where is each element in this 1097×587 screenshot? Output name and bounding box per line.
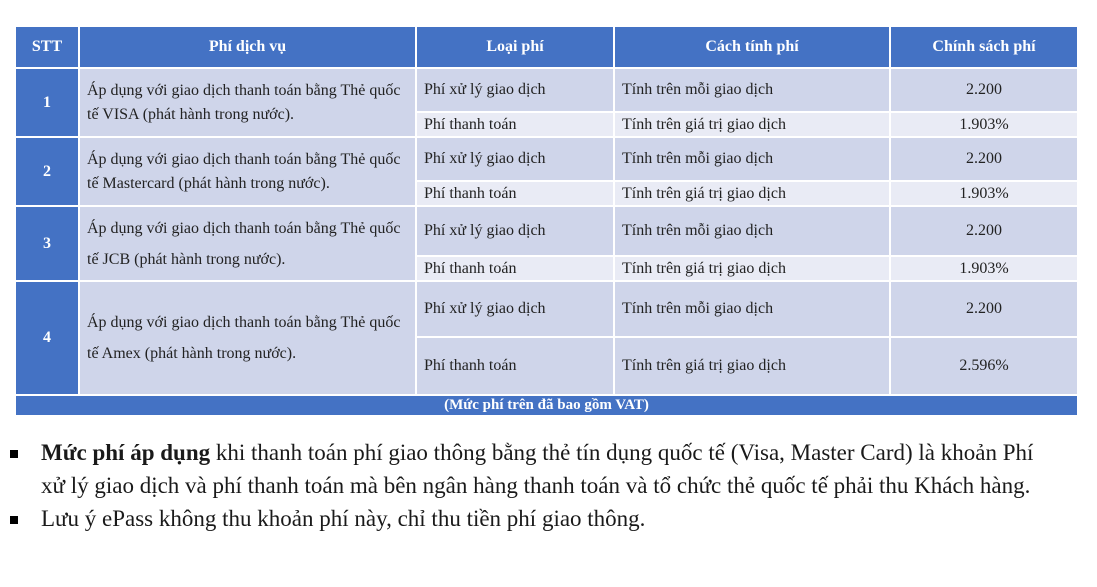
- calc-method: Tính trên mỗi giao dịch: [614, 206, 890, 256]
- square-bullet-icon: [10, 516, 18, 524]
- notes-list: [10, 436, 1060, 535]
- vat-note: (Mức phí trên đã bao gồm VAT): [15, 395, 1078, 416]
- calc-method: Tính trên giá trị giao dịch: [614, 181, 890, 206]
- fee-policy: 2.200: [890, 137, 1078, 181]
- header-fee-type: Loại phí: [416, 26, 614, 68]
- fee-type: Phí thanh toán: [416, 181, 614, 206]
- service-description: Áp dụng với giao dịch thanh toán bằng Thẻ quốc tế Amex (phát hành trong nước).: [79, 281, 416, 395]
- header-service: Phí dịch vụ: [79, 26, 416, 68]
- table-row: [15, 68, 1078, 112]
- fee-policy: 2.200: [890, 68, 1078, 112]
- fee-type: Phí thanh toán: [416, 337, 614, 395]
- fee-policy: 1.903%: [890, 256, 1078, 281]
- note-bold-lead: Mức phí áp dụng: [41, 440, 211, 465]
- fee-policy: 2.200: [890, 281, 1078, 337]
- service-description: Áp dụng với giao dịch thanh toán bằng Thẻ quốc tế VISA (phát hành trong nước).: [79, 68, 416, 137]
- row-number: 2: [15, 137, 79, 206]
- fee-type: Phí xử lý giao dịch: [416, 68, 614, 112]
- calc-method: Tính trên giá trị giao dịch: [614, 256, 890, 281]
- table-header-row: [15, 26, 1078, 68]
- note-text: Lưu ý ePass không thu khoản phí này, chỉ thu tiền phí giao thông.: [41, 506, 646, 531]
- note-item: [10, 436, 1060, 502]
- table-footer-row: [15, 395, 1078, 416]
- note-item: [10, 502, 1060, 535]
- row-number: 3: [15, 206, 79, 281]
- fee-policy: 1.903%: [890, 181, 1078, 206]
- calc-method: Tính trên giá trị giao dịch: [614, 337, 890, 395]
- service-description: Áp dụng với giao dịch thanh toán bằng Thẻ quốc tế Mastercard (phát hành trong nước).: [79, 137, 416, 206]
- fee-type: Phí thanh toán: [416, 256, 614, 281]
- fee-type: Phí xử lý giao dịch: [416, 137, 614, 181]
- calc-method: Tính trên mỗi giao dịch: [614, 281, 890, 337]
- calc-method: Tính trên mỗi giao dịch: [614, 68, 890, 112]
- header-fee-policy: Chính sách phí: [890, 26, 1078, 68]
- row-number: 1: [15, 68, 79, 137]
- calc-method: Tính trên giá trị giao dịch: [614, 112, 890, 137]
- fee-type: Phí xử lý giao dịch: [416, 281, 614, 337]
- service-description: Áp dụng với giao dịch thanh toán bằng Thẻ quốc tế JCB (phát hành trong nước).: [79, 206, 416, 281]
- fee-policy: 1.903%: [890, 112, 1078, 137]
- fee-type: Phí xử lý giao dịch: [416, 206, 614, 256]
- fee-policy: 2.200: [890, 206, 1078, 256]
- fee-type: Phí thanh toán: [416, 112, 614, 137]
- table-row: [15, 206, 1078, 256]
- fee-table: [14, 25, 1079, 417]
- calc-method: Tính trên mỗi giao dịch: [614, 137, 890, 181]
- row-number: 4: [15, 281, 79, 395]
- table-row: [15, 137, 1078, 181]
- table-row: [15, 281, 1078, 337]
- note-text: khi thanh toán phí giao thông bằng thẻ tín dụng quốc tế (Visa, Master Card) là khoản Phí xử lý giao dịch và phí thanh toán mà bên ngân hàng thanh toán và tổ chức thẻ quốc tế phải thu Khách hàng.: [41, 440, 1034, 498]
- fee-table-container: [14, 25, 1077, 417]
- square-bullet-icon: [10, 450, 18, 458]
- fee-policy: 2.596%: [890, 337, 1078, 395]
- header-stt: STT: [15, 26, 79, 68]
- header-calc-method: Cách tính phí: [614, 26, 890, 68]
